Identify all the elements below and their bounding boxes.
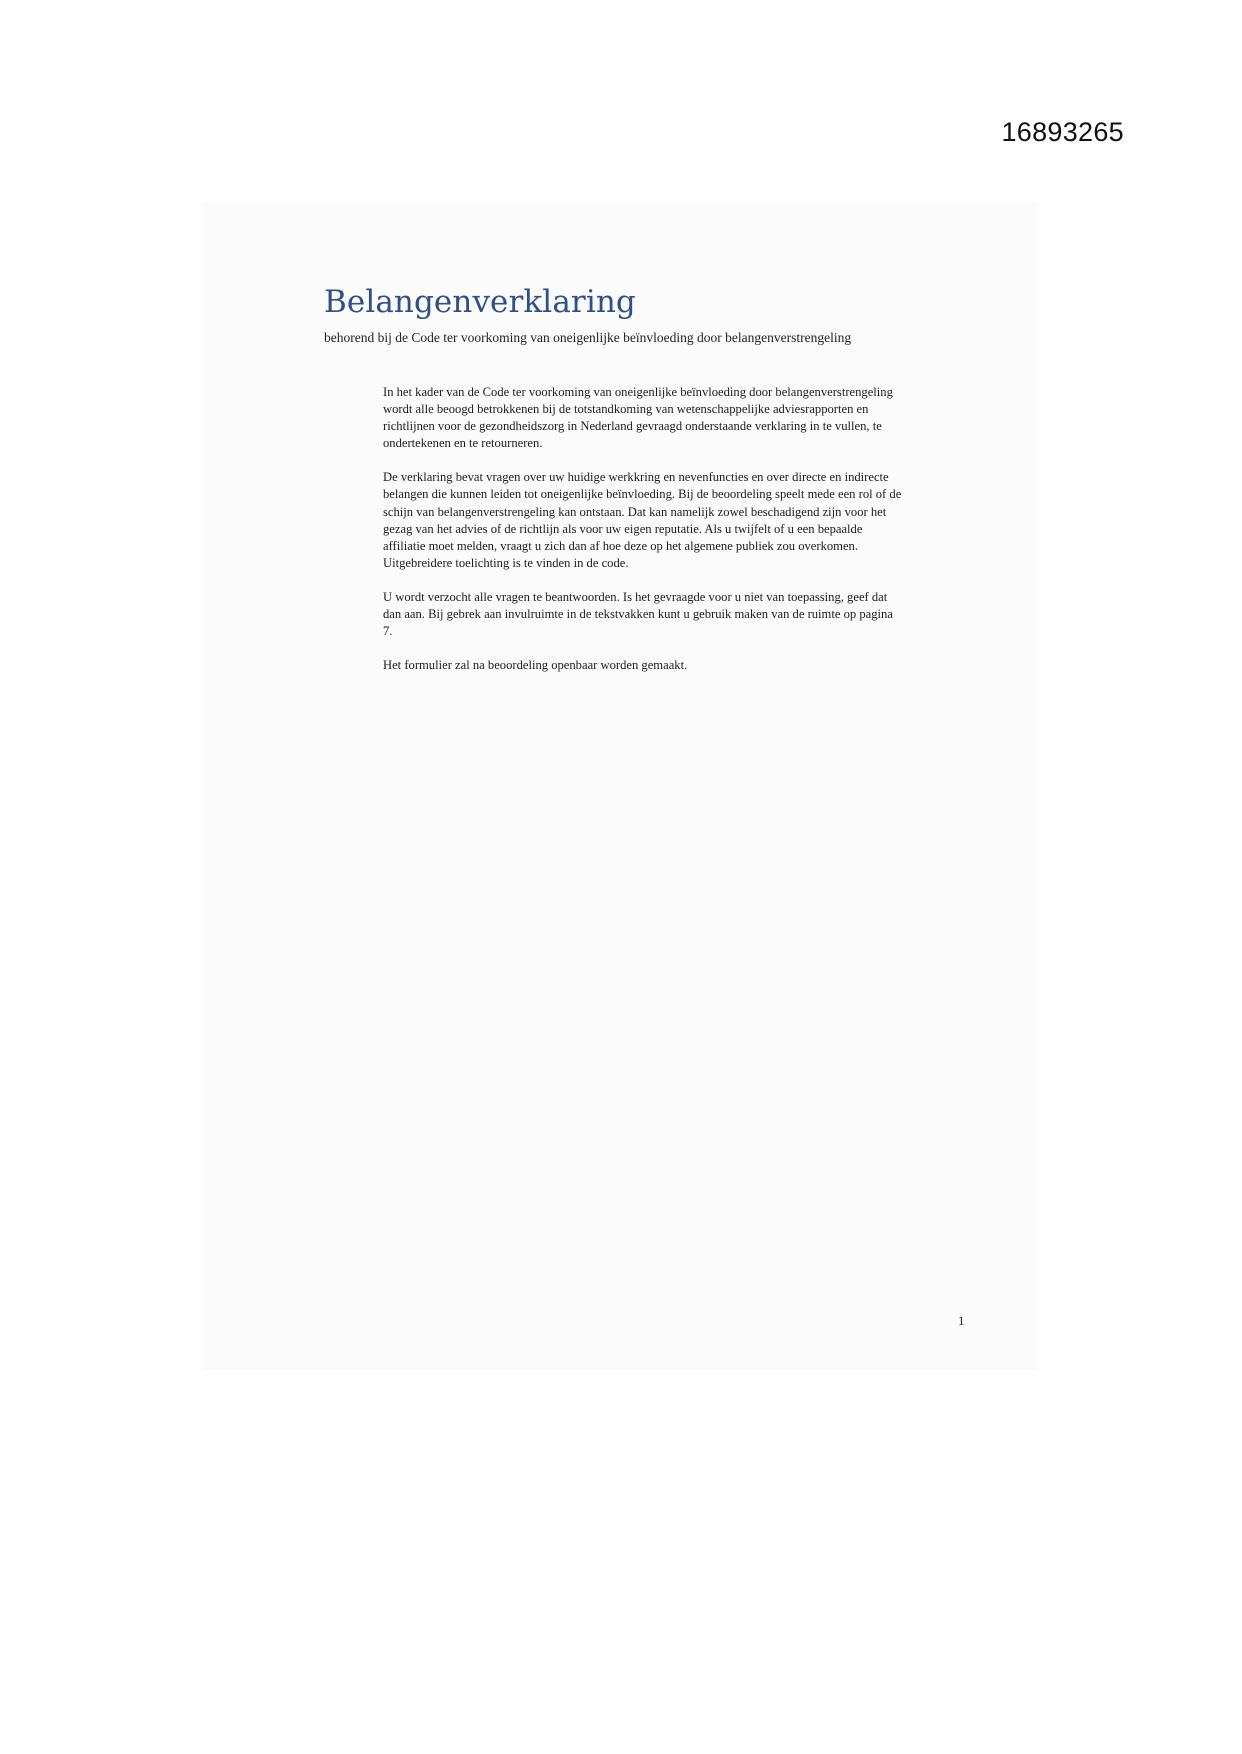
document-number: 16893265 <box>1001 117 1124 147</box>
page-number: 1 <box>958 1313 965 1328</box>
document-title: Belangenverklaring <box>324 284 636 320</box>
body-text <box>383 384 903 691</box>
scanned-page-area <box>203 202 1037 1370</box>
paragraph-publication-notice: Het formulier zal na beoordeling openbaar worden gemaakt. <box>383 658 688 673</box>
paragraph-content-of-declaration: De verklaring bevat vragen over uw huidige werkkring en nevenfuncties en over directe en indirecte belangen die kunnen leiden tot oneigenlijke beïnvloeding. Bij de beoordeling speelt mede een rol of de schijn van belangenverstrengeling kan ontstaan. Dat kan namelijk zowel beschadigend zijn voor het gezag van het advies of de richtlijn als voor uw eigen reputatie. Als u twijfelt of u een bepaalde affiliatie moet melden, vraagt u zich dan af hoe deze op het algemene publiek zou overkomen. Uitgebreidere toelichting is te vinden in de code. <box>383 470 902 570</box>
paragraph-instructions: U wordt verzocht alle vragen te beantwoorden. Is het gevraagde voor u niet van toepassing, geef dat dan aan. Bij gebrek aan invulruimte in de tekstvakken kunt u gebruik maken van de ruimte op pagina 7. <box>383 589 893 639</box>
paragraph-introduction: In het kader van de Code ter voorkoming van oneigenlijke beïnvloeding door belangenverstrengeling wordt alle beoogd betrokkenen bij de totstandkoming van wetenschappelijke adviesrapporten en richtlijnen voor de gezondheidszorg in Nederland gevraagd onderstaande verklaring in te vullen, te ondertekenen en te retourneren. <box>383 385 893 451</box>
document-subtitle: behorend bij de Code ter voorkoming van oneigenlijke beïnvloeding door belangenverstrengeling <box>324 330 852 345</box>
